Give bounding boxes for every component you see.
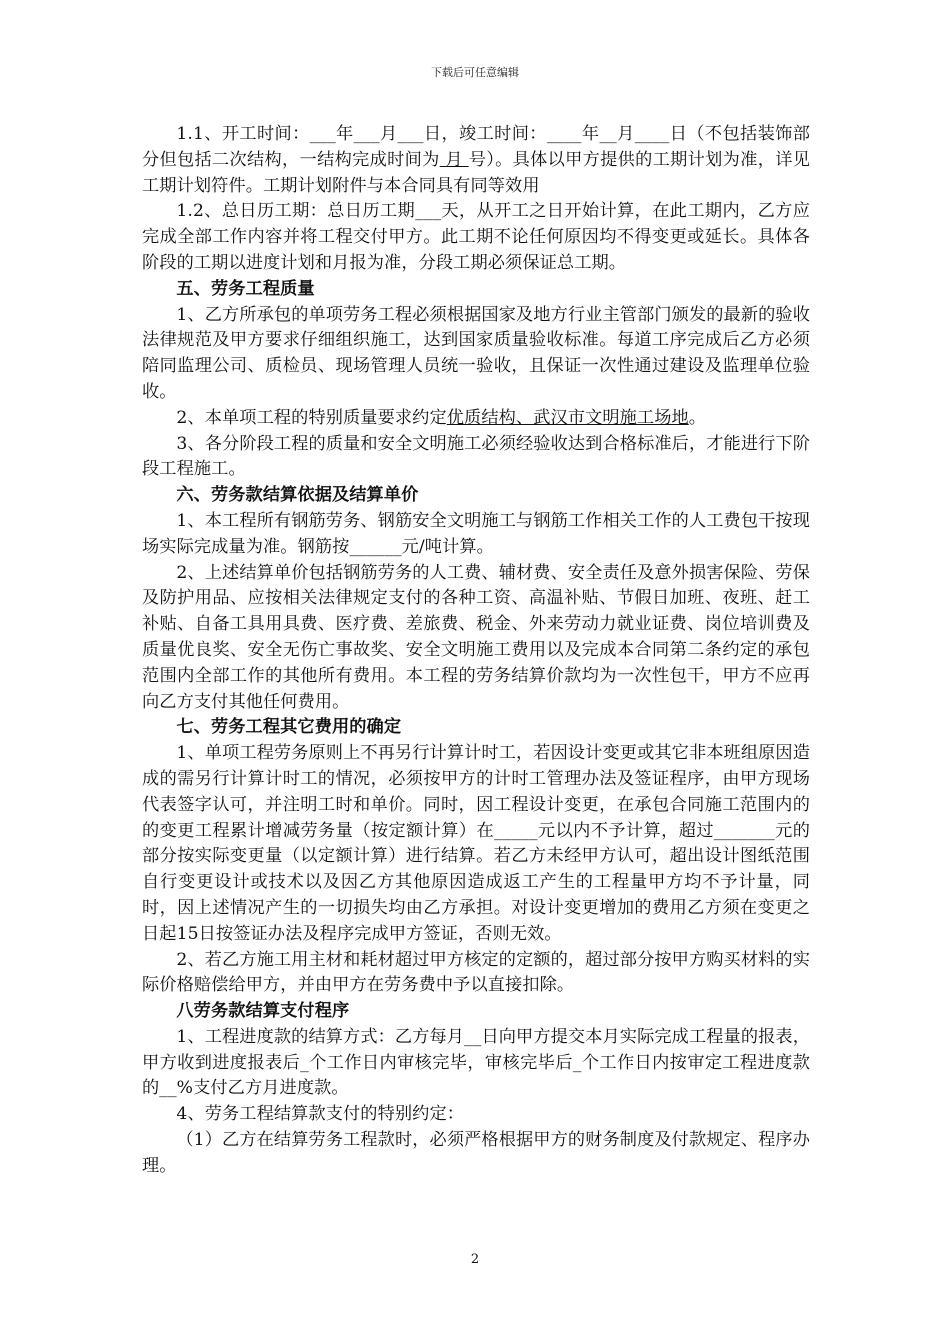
section-heading [142,483,810,509]
section-heading [142,277,810,303]
body-paragraph [142,432,810,484]
text-segment: 。 [688,407,707,428]
text-segment: （1）乙方在结算劳务工程款时，必须严格根据甲方的财务制度及付款规定、程序办理。 [142,1130,810,1176]
text-segment: 2、上述结算单价包括钢筋劳务的人工费、辅材费、安全责任及意外损害保险、劳保及防护用品、应按相关法律规定支付的各种工资、高温补贴、节假日加班、夜班、赶工补贴、自备工具用具费、医疗费、差旅费、税金、外来劳动力就业证费、岗位培训费及质量优良奖、安全无伤亡事故奖、安全文明施工费用以及完成本合同第二条约定的承包范围内全部工作的其他所有费用。本工程的劳务结算价款均为一次性包干，甲方不应再向乙方支付其他任何费用。 [142,562,810,712]
section-heading [142,715,810,741]
text-segment: 号）。具体以甲方提供的工期计划为准，详见工期计划符件。工期计划附件与本合同具有同等效用 [142,149,810,196]
section-heading [142,999,810,1025]
text-segment: 六、劳务款结算依据及结算单价 [176,485,419,506]
page-number: 2 [470,1252,480,1267]
underlined-text: 优质结构、武汉市文明施工场地 [446,407,689,428]
text-segment: 五、劳务工程质量 [176,278,315,299]
page-header-note: 下载后可任意编辑 [431,66,519,79]
body-paragraph [142,1102,810,1128]
text-segment: 4、劳务工程结算款支付的特别约定： [176,1104,465,1125]
text-segment: 1、单项工程劳务原则上不再另行计算计时工，若因设计变更或其它非本班组原因造成的需另行计算计时工的情况，必须按甲方的计时工管理办法及签证程序，由甲方现场代表签字认可，并注明工时和单价。同时，因工程设计变更，在承包合同施工范围内的的变更工程累计增减劳务量（按定额计算）在_____元以内不予计算，超过_______元的部分按实际变更量（以定额计算）进行结算。若乙方未经甲方认可，超出设计图纸范围自行变更设计或技术以及因乙方其他原因造成返工产生的工程量甲方均不予计量，同时，因上述情况产生的一切损失均由乙方承担。对设计变更增加的费用乙方须在变更之日起15日按签证办法及程序完成甲方签证，否则无效。 [142,743,810,944]
body-paragraph [142,948,810,1000]
text-segment: 八劳务款结算支付程序 [176,1001,350,1022]
text-segment: 3、各分阶段工程的质量和安全文明施工必须经验收达到合格标准后，才能进行下阶段工程施工。 [142,433,810,480]
text-segment: 1、本工程所有钢筋劳务、钢筋安全文明施工与钢筋工作相关工作的人工费包干按现场实际完成量为准。钢筋按______元/吨计算。 [142,510,810,557]
body-paragraph [142,199,810,276]
body-paragraph [142,509,810,561]
body-paragraph [142,1025,810,1102]
body-paragraph [142,561,810,716]
text-segment: 1.1、开工时间：___年___月___日，竣工时间：____年__月____日（不包括装饰部分但包括二次结构，一结构完成时间为 [142,124,810,170]
text-segment: 1、工程进度款的结算方式：乙方每月__日向甲方提交本月实际完成工程量的报表，甲方收到进度报表后_个工作日内审核完毕，审核完毕后_个工作日内按审定工程进度款的__%支付乙方月进度款。 [142,1026,810,1099]
body-paragraph [142,122,810,199]
text-segment: 1、乙方所承包的单项劳务工程必须根据国家及地方行业主管部门颁发的最新的验收法律规范及甲方要求仔细组织施工，达到国家质量验收标准。每道工序完成后乙方必须陪同监理公司、质检员、现场管理人员统一验收，且保证一次性通过建设及监理单位验收。 [142,304,810,402]
text-segment: 七、劳务工程其它费用的确定 [176,717,402,738]
body-paragraph [142,303,810,406]
text-segment: 2、若乙方施工用主材和耗材超过甲方核定的定额的，超过部分按甲方购买材料的实际价格赔偿给甲方，并由甲方在劳务费中予以直接扣除。 [142,949,810,996]
text-segment: 2、本单项工程的特别质量要求约定 [176,407,447,428]
body-paragraph [142,741,810,947]
text-segment: 1.2、总日历工期：总日历工期___天，从开工之日开始计算，在此工期内，乙方应完成全部工作内容并将工程交付甲方。此工期不论任何原因均不得变更或延长。具体各阶段的工期以进度计划和月报为准，分段工期必须保证总工期。 [142,201,810,273]
body-paragraph [142,406,810,432]
document-body [142,122,810,1180]
body-paragraph [142,1128,810,1180]
underlined-text: 月 [439,149,469,170]
